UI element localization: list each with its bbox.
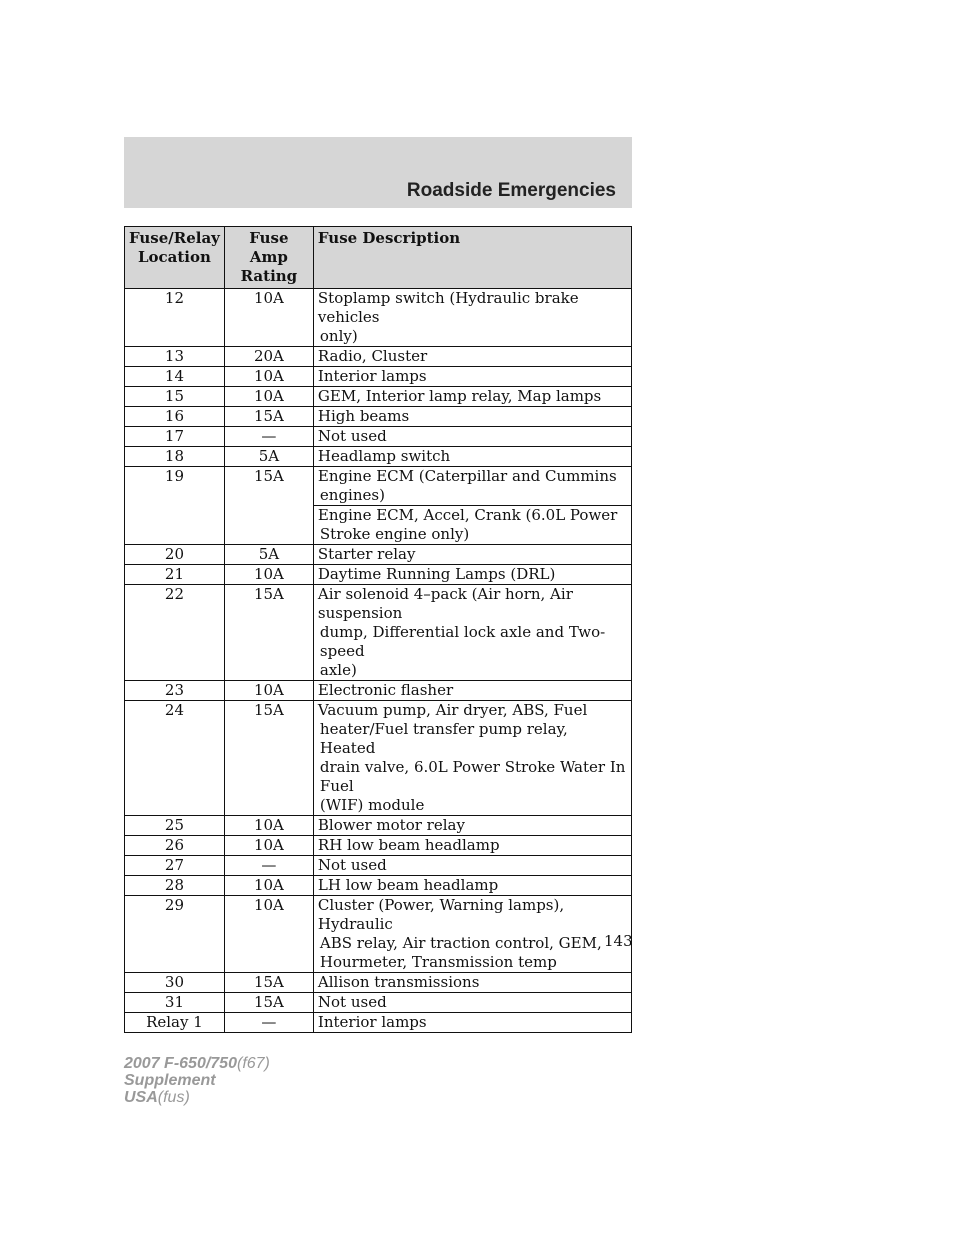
fuse-amp-cell: 10A xyxy=(224,876,313,896)
fuse-amp-cell: 15A xyxy=(224,973,313,993)
fuse-amp-cell: 10A xyxy=(224,681,313,701)
fuse-description-cell xyxy=(313,565,631,585)
fuse-description-cell xyxy=(313,681,631,701)
fuse-amp-cell: — xyxy=(224,856,313,876)
footer-line-1: 2007 F-650/750(f67) xyxy=(124,1055,270,1072)
fuse-description-cell xyxy=(313,387,631,407)
table-row xyxy=(125,467,632,506)
fuse-amp-cell: 15A xyxy=(224,993,313,1013)
fuse-description-cell xyxy=(313,585,631,681)
fuse-description-line: dump, Differential lock axle and Two-speed xyxy=(319,623,606,660)
fuse-description-line: axle) xyxy=(319,661,357,679)
fuse-description-line: Electronic flasher xyxy=(317,681,454,699)
fuse-amp-cell: 15A xyxy=(224,701,313,816)
fuse-description-line: Not used xyxy=(317,856,387,874)
fuse-description-line: engines) xyxy=(319,486,385,504)
table-row xyxy=(125,816,632,836)
fuse-amp-cell: 10A xyxy=(224,565,313,585)
fuse-description-line: Blower motor relay xyxy=(317,816,465,834)
fuse-amp-cell: 15A xyxy=(224,407,313,427)
fuse-location-cell: 22 xyxy=(125,585,225,681)
fuse-location-cell: 24 xyxy=(125,701,225,816)
fuse-description-line: Not used xyxy=(317,427,387,445)
fuse-description-cell xyxy=(313,506,631,545)
fuse-description-cell xyxy=(313,816,631,836)
fuse-location-cell: 26 xyxy=(125,836,225,856)
fuse-description-cell xyxy=(313,289,631,347)
fuse-description-cell xyxy=(313,427,631,447)
fuse-description-cell xyxy=(313,876,631,896)
fuse-table-body xyxy=(125,289,632,1033)
footer xyxy=(124,1055,270,1106)
fuse-amp-cell: 5A xyxy=(224,545,313,565)
fuse-description-cell xyxy=(313,347,631,367)
fuse-description-line: High beams xyxy=(317,407,410,425)
fuse-description-cell xyxy=(313,1013,631,1033)
table-row xyxy=(125,836,632,856)
fuse-table xyxy=(124,226,632,1033)
fuse-location-cell: 29 xyxy=(125,896,225,973)
table-row xyxy=(125,856,632,876)
fuse-description-line: Headlamp switch xyxy=(317,447,451,465)
fuse-description-cell xyxy=(313,836,631,856)
fuse-description-cell xyxy=(313,467,631,506)
fuse-description-line: (WIF) module xyxy=(319,796,425,814)
fuse-amp-cell: 5A xyxy=(224,447,313,467)
table-header-row xyxy=(125,227,632,289)
fuse-location-cell: 15 xyxy=(125,387,225,407)
fuse-description-line: Cluster (Power, Warning lamps), Hydraulic xyxy=(317,896,565,933)
fuse-description-line: only) xyxy=(319,327,358,345)
fuse-location-cell: 27 xyxy=(125,856,225,876)
table-row xyxy=(125,545,632,565)
fuse-description-line: ABS relay, Air traction control, GEM, xyxy=(319,934,602,952)
fuse-description-cell xyxy=(313,993,631,1013)
table-row xyxy=(125,447,632,467)
fuse-amp-cell: 10A xyxy=(224,896,313,973)
fuse-description-line: Stroke engine only) xyxy=(319,525,470,543)
fuse-description-line: Hourmeter, Transmission temp xyxy=(319,953,557,971)
fuse-description-line: Air solenoid 4–pack (Air horn, Air suspension xyxy=(317,585,573,622)
table-row xyxy=(125,1013,632,1033)
fuse-description-line: Interior lamps xyxy=(317,1013,427,1031)
fuse-description-cell xyxy=(313,896,631,973)
fuse-location-cell: 20 xyxy=(125,545,225,565)
fuse-description-cell xyxy=(313,367,631,387)
section-title: Roadside Emergencies xyxy=(406,180,616,201)
fuse-amp-cell: 10A xyxy=(224,836,313,856)
fuse-location-cell: 30 xyxy=(125,973,225,993)
table-row xyxy=(125,585,632,681)
table-row xyxy=(125,701,632,816)
table-row xyxy=(125,347,632,367)
fuse-location-cell: 17 xyxy=(125,427,225,447)
fuse-description-line: Allison transmissions xyxy=(317,973,480,991)
fuse-amp-cell: 10A xyxy=(224,289,313,347)
fuse-location-cell: 16 xyxy=(125,407,225,427)
fuse-amp-cell: 15A xyxy=(224,467,313,545)
footer-line-3: USA(fus) xyxy=(124,1089,190,1106)
fuse-amp-cell: 10A xyxy=(224,387,313,407)
table-row xyxy=(125,681,632,701)
fuse-description-line: drain valve, 6.0L Power Stroke Water In Fuel xyxy=(319,758,626,795)
fuse-description-line: Interior lamps xyxy=(317,367,427,385)
fuse-description-line: Vacuum pump, Air dryer, ABS, Fuel xyxy=(317,701,588,719)
fuse-amp-cell: — xyxy=(224,427,313,447)
fuse-location-cell: 12 xyxy=(125,289,225,347)
column-header-location: Fuse/Relay Location xyxy=(125,227,225,289)
footer-line-2: Supplement xyxy=(124,1072,216,1089)
fuse-location-cell: 28 xyxy=(125,876,225,896)
fuse-description-cell xyxy=(313,973,631,993)
fuse-description-line: Engine ECM (Caterpillar and Cummins xyxy=(317,467,617,485)
fuse-description-line: LH low beam headlamp xyxy=(317,876,499,894)
table-row xyxy=(125,387,632,407)
table-row xyxy=(125,367,632,387)
fuse-description-cell xyxy=(313,545,631,565)
fuse-location-cell: 14 xyxy=(125,367,225,387)
table-row xyxy=(125,565,632,585)
fuse-amp-cell: 15A xyxy=(224,585,313,681)
fuse-location-cell: 25 xyxy=(125,816,225,836)
fuse-amp-cell: 10A xyxy=(224,367,313,387)
table-row xyxy=(125,876,632,896)
fuse-location-cell: 18 xyxy=(125,447,225,467)
fuse-description-cell xyxy=(313,407,631,427)
fuse-description-line: Starter relay xyxy=(317,545,416,563)
fuse-description-cell xyxy=(313,447,631,467)
fuse-location-cell: 13 xyxy=(125,347,225,367)
fuse-description-line: Radio, Cluster xyxy=(317,347,428,365)
fuse-location-cell: 21 xyxy=(125,565,225,585)
table-row xyxy=(125,973,632,993)
fuse-location-cell: 23 xyxy=(125,681,225,701)
fuse-description-line: RH low beam headlamp xyxy=(317,836,500,854)
fuse-location-cell: Relay 1 xyxy=(125,1013,225,1033)
table-row xyxy=(125,407,632,427)
fuse-description-cell xyxy=(313,701,631,816)
fuse-amp-cell: — xyxy=(224,1013,313,1033)
fuse-amp-cell: 20A xyxy=(224,347,313,367)
fuse-description-line: heater/Fuel transfer pump relay, Heated xyxy=(319,720,568,757)
fuse-location-cell: 19 xyxy=(125,467,225,545)
fuse-amp-cell: 10A xyxy=(224,816,313,836)
fuse-description-line: Not used xyxy=(317,993,387,1011)
page-number: 143 xyxy=(604,932,633,950)
fuse-description-line: Engine ECM, Accel, Crank (6.0L Power xyxy=(317,506,618,524)
fuse-description-line: Daytime Running Lamps (DRL) xyxy=(317,565,556,583)
table-row xyxy=(125,993,632,1013)
column-header-description: Fuse Description xyxy=(313,227,631,289)
fuse-description-line: GEM, Interior lamp relay, Map lamps xyxy=(317,387,602,405)
fuse-description-line: Stoplamp switch (Hydraulic brake vehicles xyxy=(317,289,579,326)
table-row xyxy=(125,896,632,973)
column-header-amp-rating: Fuse Amp Rating xyxy=(224,227,313,289)
fuse-location-cell: 31 xyxy=(125,993,225,1013)
table-row xyxy=(125,427,632,447)
fuse-description-cell xyxy=(313,856,631,876)
table-row xyxy=(125,289,632,347)
header-band xyxy=(124,137,632,208)
